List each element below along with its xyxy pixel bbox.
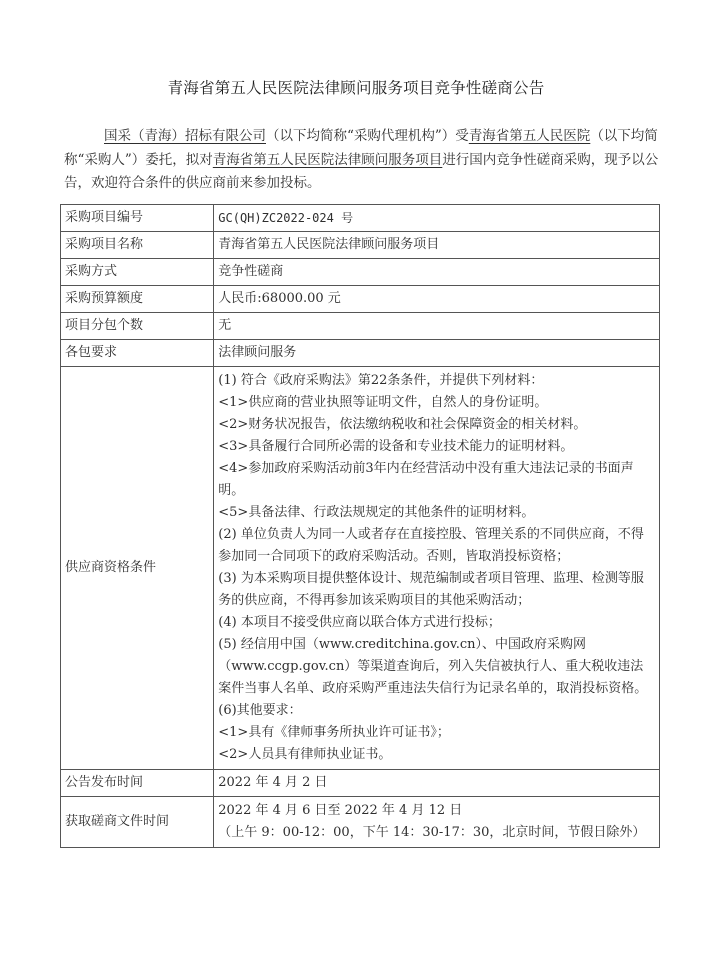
table-row (61, 797, 660, 848)
qualification-line: <2>财务状况报告，依法缴纳税收和社会保障资金的相关材料。 (218, 417, 587, 432)
lots-value: 无 (214, 313, 660, 340)
project-name-label: 采购项目名称 (61, 232, 214, 259)
qualification-line: <2>人员具有律师执业证书。 (218, 747, 392, 762)
budget-value: 人民币:68000.00 元 (214, 286, 660, 313)
requirements-label: 各包要求 (61, 340, 214, 367)
qualification-line: (4) 本项目不接受供应商以联合体方式进行投标； (218, 615, 501, 630)
table-row (61, 232, 660, 259)
table-row (61, 259, 660, 286)
intro-text-3: 进行国内竞争性磋商采购，现予以公告，欢迎符合条件的供应商前来参加投标。 (64, 151, 659, 191)
intro-text-2: （以下均简称“采购人”）委托，拟对 (64, 128, 658, 168)
qualification-line: <1>供应商的营业执照等证明文件，自然人的身份证明。 (218, 395, 548, 410)
project-no-label: 采购项目编号 (61, 205, 214, 232)
qualification-line: <3>具备履行合同所必需的设备和专业技术能力的证明材料。 (218, 439, 574, 454)
qualification-line: (6)其他要求： (218, 703, 302, 718)
method-label: 采购方式 (61, 259, 214, 286)
doc-time-value (214, 797, 660, 848)
qualification-line: (1) 符合《政府采购法》第22条条件，并提供下列材料： (218, 373, 544, 388)
doc-time-range: 2022 年 4 月 6 日至 2022 年 4 月 12 日 (218, 803, 463, 818)
publish-date-label: 公告发布时间 (61, 770, 214, 797)
qualification-line: <5>具备法律、行政法规规定的其他条件的证明材料。 (218, 505, 535, 520)
qualification-line: (2) 单位负责人为同一人或者存在直接控股、管理关系的不同供应商，不得参加同一合同项下的政府采购活动。否则，皆取消投标资格； (218, 527, 644, 564)
intro-text-1: （以下均简称“采购代理机构”）受 (266, 128, 469, 144)
project-name-value: 青海省第五人民医院法律顾问服务项目 (214, 232, 660, 259)
qualification-line: <1>具有《律师事务所执业许可证书》； (218, 725, 450, 740)
agency-name: 国采（青海）招标有限公司 (104, 128, 266, 144)
table-row (61, 340, 660, 367)
intro-paragraph (64, 125, 662, 196)
table-row (61, 313, 660, 340)
qualification-line: (5) 经信用中国（www.creditchina.gov.cn）、中国政府采购网（www.ccgp.gov.cn）等渠道查询后，列入失信被执行人、重大税收违法案件当事人名单、政府采购严重违法失信行为记录名单的，取消投标资格。 (218, 637, 648, 696)
qualification-line: (3) 为本采购项目提供整体设计、规范编制或者项目管理、监理、检测等服务的供应商，不得再参加该采购项目的其他采购活动； (218, 571, 644, 608)
project-name-link: 青海省第五人民医院法律顾问服务项目 (212, 151, 443, 168)
budget-label: 采购预算额度 (61, 286, 214, 313)
qualification-line: <4>参加政府采购活动前3年内在经营活动中没有重大违法记录的书面声明。 (218, 461, 634, 498)
table-row (61, 367, 660, 770)
doc-time-note: （上午 9：00-12：00，下午 14：30-17：30，北京时间，节假日除外） (218, 825, 646, 840)
doc-time-label: 获取磋商文件时间 (61, 797, 214, 848)
requirements-value: 法律顾问服务 (214, 340, 660, 367)
project-no-value: GC(QH)ZC2022-024 号 (214, 205, 660, 232)
table-row (61, 286, 660, 313)
table-row (61, 205, 660, 232)
publish-date-value: 2022 年 4 月 2 日 (214, 770, 660, 797)
lots-label: 项目分包个数 (61, 313, 214, 340)
purchaser-name: 青海省第五人民医院 (468, 128, 591, 144)
info-table (60, 204, 660, 848)
table-row (61, 770, 660, 797)
qualifications-value (214, 367, 660, 770)
qualifications-label: 供应商资格条件 (61, 367, 214, 770)
method-value: 竞争性磋商 (214, 259, 660, 286)
page-title: 青海省第五人民医院法律顾问服务项目竞争性磋商公告 (167, 79, 545, 97)
